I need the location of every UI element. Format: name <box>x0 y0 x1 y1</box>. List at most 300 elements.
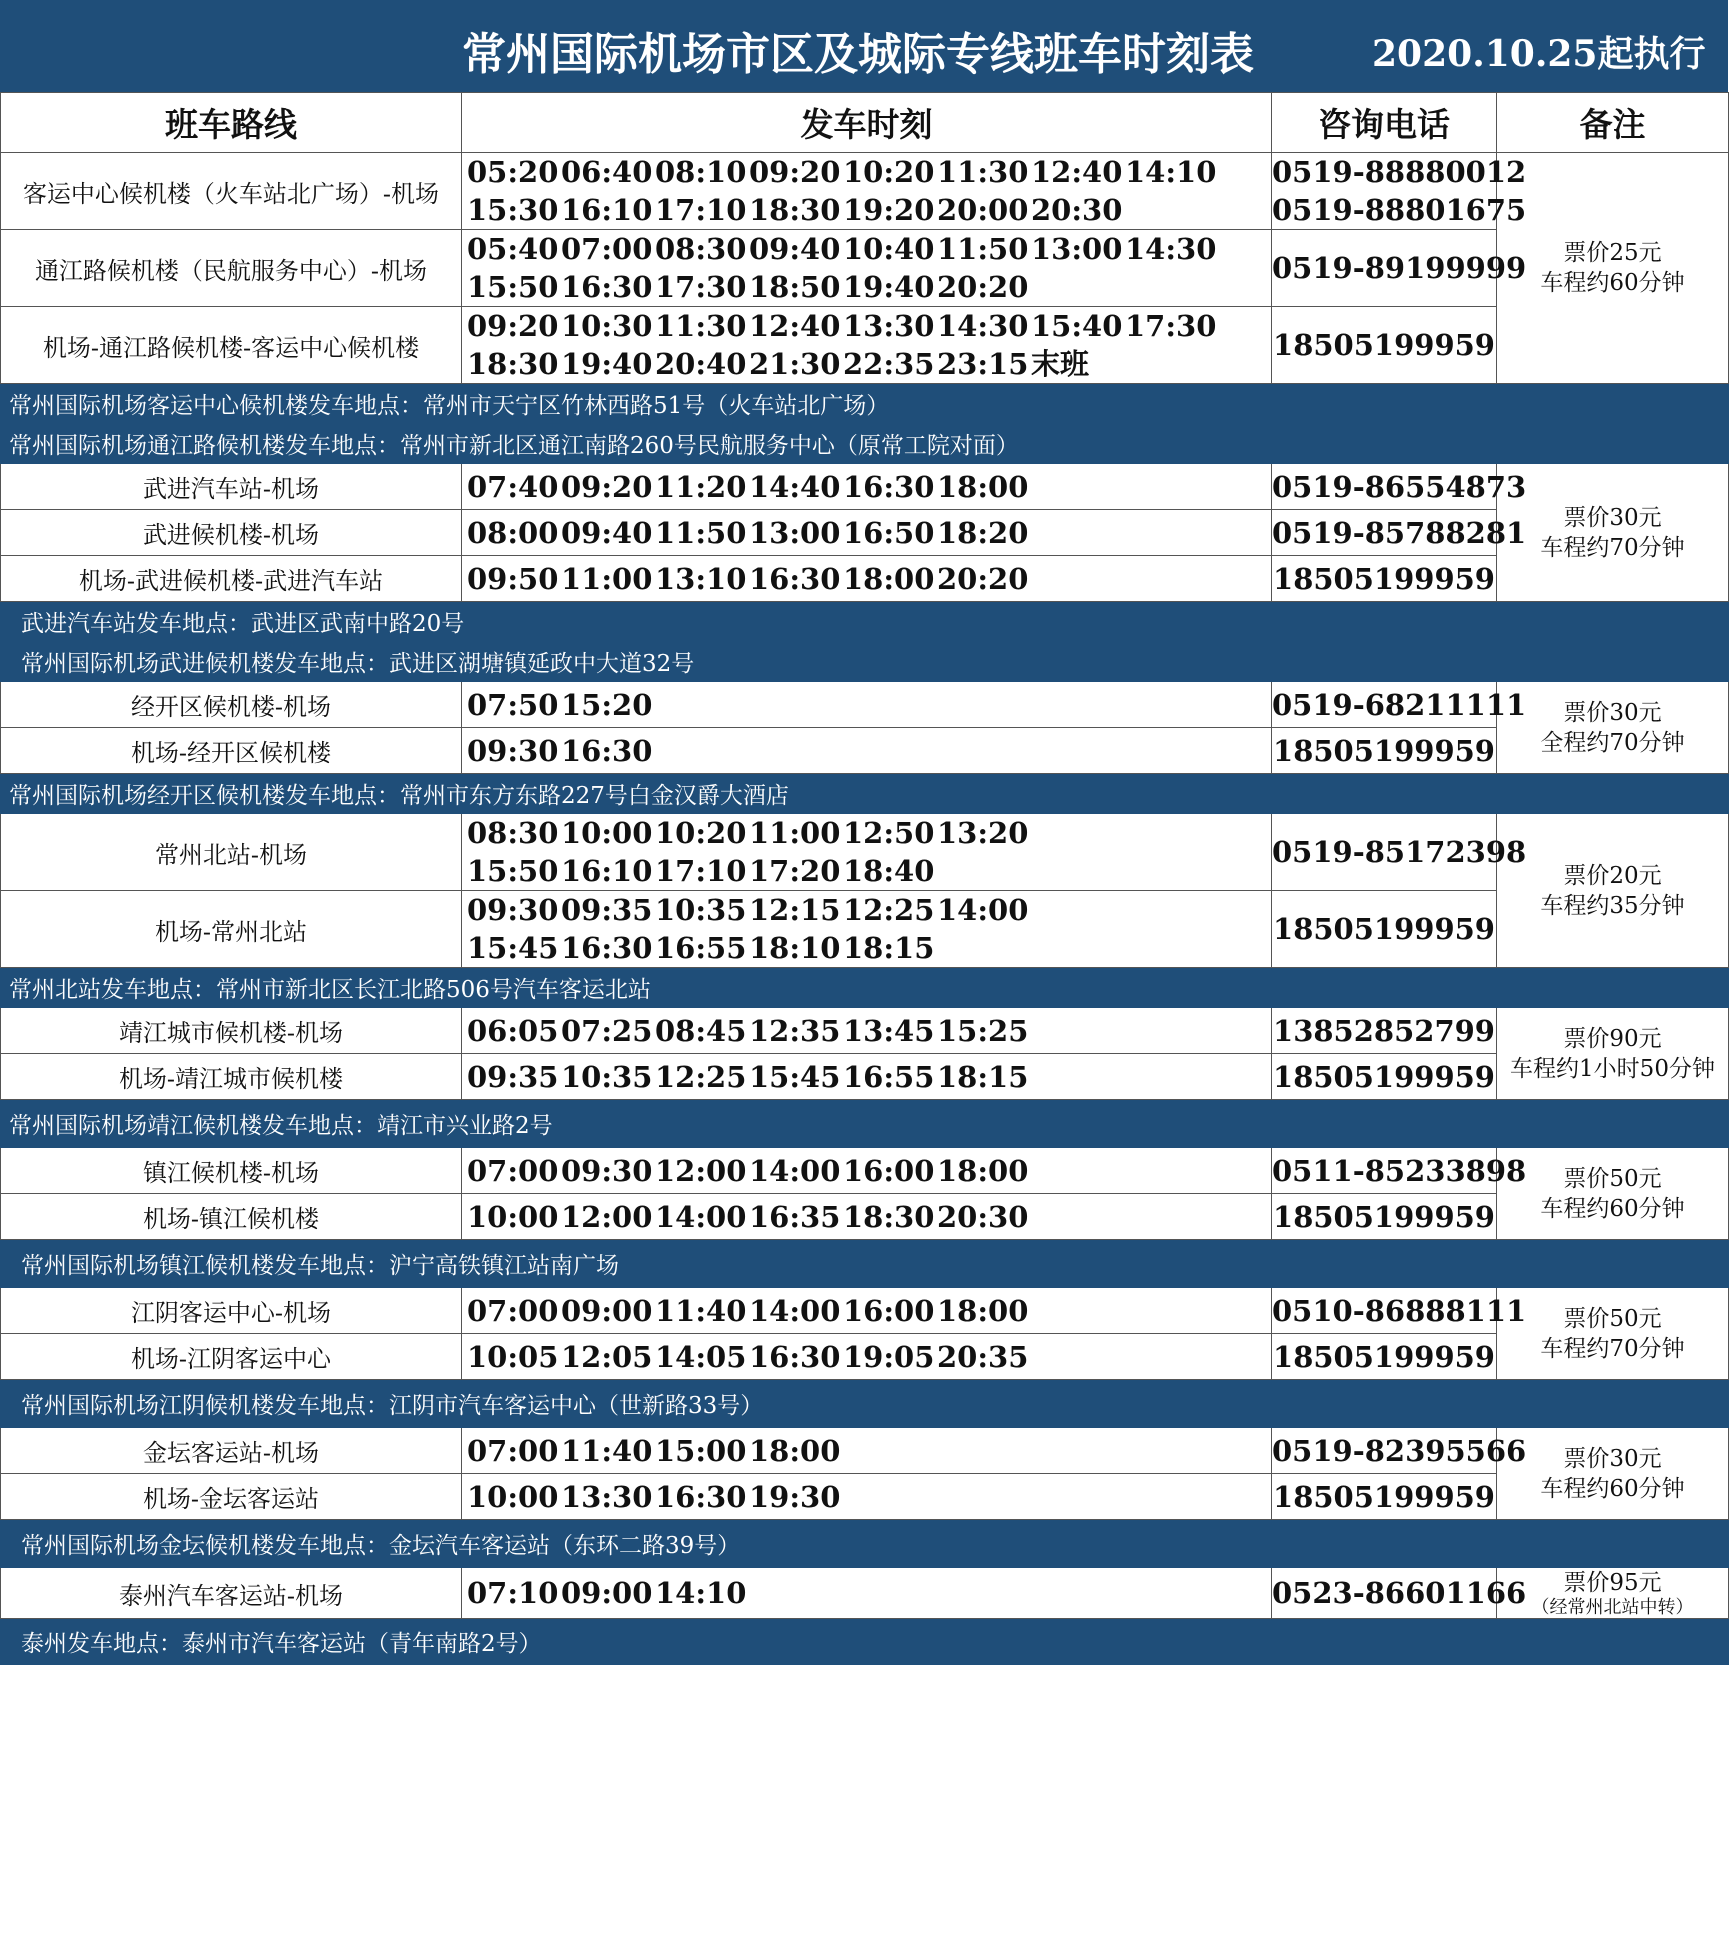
departure-time: 10:35 <box>655 893 747 927</box>
phone-line: 0523-86601166 <box>1272 1576 1527 1610</box>
time-line <box>467 345 1271 383</box>
departure-times <box>462 510 1272 556</box>
departure-time: 09:20 <box>749 155 841 189</box>
phone-number <box>1272 153 1527 230</box>
location-band-row <box>1 384 1729 424</box>
phone-line: 0519-88801675 <box>1272 193 1527 227</box>
note-line: 票价50元 <box>1563 1305 1662 1332</box>
route-row <box>1 464 1729 510</box>
departure-times <box>462 1008 1272 1054</box>
phone-line: 0519-68211111 <box>1272 687 1527 722</box>
departure-time: 12:15 <box>749 893 841 927</box>
departure-time: 14:00 <box>749 1293 841 1328</box>
departure-times <box>462 1334 1272 1380</box>
departure-time: 16:30 <box>749 1339 841 1374</box>
time-line <box>467 468 1271 506</box>
fare-note <box>1497 1288 1729 1380</box>
departure-times <box>462 307 1272 384</box>
departure-time: 15:00 <box>655 1433 747 1468</box>
phone-line: 0519-89199999 <box>1272 251 1527 285</box>
departure-time: 11:40 <box>561 1433 653 1468</box>
header-route: 班车路线 <box>1 93 462 153</box>
route-row <box>1 1054 1729 1100</box>
departure-times <box>462 556 1272 602</box>
departure-time: 09:40 <box>749 232 841 266</box>
phone-line: 0519-85172398 <box>1272 835 1527 869</box>
route-row <box>1 1194 1729 1240</box>
phone-line: 0519-85788281 <box>1272 515 1527 550</box>
departure-time: 11:00 <box>561 561 653 596</box>
time-line <box>467 814 1271 852</box>
phone-number <box>1272 1428 1527 1474</box>
departure-time: 13:00 <box>749 515 841 550</box>
note-line: 票价30元 <box>1563 699 1662 726</box>
note-line: 车程约60分钟 <box>1540 1475 1685 1502</box>
note-line: 票价25元 <box>1563 240 1662 266</box>
phone-line: 18505199959 <box>1273 912 1495 946</box>
phone-number <box>1272 891 1497 968</box>
departure-times <box>462 891 1272 968</box>
time-line <box>467 1338 1271 1376</box>
route-name: 江阴客运中心-机场 <box>1 1288 462 1334</box>
fare-note <box>1497 1428 1729 1520</box>
departure-location: 常州国际机场通江路候机楼发车地点：常州市新北区通江南路260号民航服务中心（原常工院对面） <box>1 424 1729 464</box>
departure-time: 20:40 <box>655 347 747 381</box>
departure-time: 12:25 <box>843 893 935 927</box>
departure-time: 08:00 <box>467 515 559 550</box>
time-line <box>467 852 1271 890</box>
departure-time: 09:00 <box>561 1576 653 1610</box>
fare-note <box>1497 1568 1729 1619</box>
departure-time: 10:35 <box>561 1059 653 1094</box>
departure-time: 18:00 <box>749 1433 841 1468</box>
route-row <box>1 891 1729 968</box>
route-name: 经开区候机楼-机场 <box>1 682 462 728</box>
departure-time: 16:30 <box>561 931 653 965</box>
departure-time: 06:05 <box>467 1013 559 1048</box>
departure-times <box>462 1054 1272 1100</box>
departure-time: 09:00 <box>561 1293 653 1328</box>
departure-time: 16:55 <box>655 931 747 965</box>
header-note: 备注 <box>1497 93 1729 153</box>
departure-times <box>462 1568 1272 1619</box>
location-band-row <box>1 1240 1729 1288</box>
route-name: 泰州汽车客运站-机场 <box>1 1568 462 1619</box>
phone-number <box>1272 682 1527 728</box>
departure-time: 16:30 <box>843 469 935 504</box>
departure-times <box>462 464 1272 510</box>
departure-time: 20:20 <box>937 270 1029 304</box>
departure-time: 07:25 <box>561 1013 653 1048</box>
time-line <box>467 153 1271 191</box>
time-line <box>467 1198 1271 1236</box>
route-row <box>1 682 1729 728</box>
phone-line: 18505199959 <box>1273 561 1495 596</box>
departure-time: 07:00 <box>467 1433 559 1468</box>
note-line: 车程约60分钟 <box>1540 1195 1685 1222</box>
departure-time: 15:50 <box>467 854 559 888</box>
route-row <box>1 230 1729 307</box>
time-line <box>467 514 1271 552</box>
departure-time: 12:25 <box>655 1059 747 1094</box>
fare-note <box>1497 1148 1729 1240</box>
departure-time: 09:40 <box>561 515 653 550</box>
departure-time: 05:40 <box>467 232 559 266</box>
departure-time: 19:40 <box>843 270 935 304</box>
departure-time: 18:30 <box>467 347 559 381</box>
effective-date: 2020.10.25起执行 <box>1372 33 1706 75</box>
departure-time: 11:50 <box>937 232 1029 266</box>
departure-time: 14:40 <box>749 469 841 504</box>
departure-time: 07:00 <box>467 1293 559 1328</box>
departure-time: 16:10 <box>561 193 653 227</box>
route-row <box>1 1568 1729 1619</box>
departure-times <box>462 1428 1272 1474</box>
departure-time: 16:35 <box>749 1199 841 1234</box>
departure-time: 15:20 <box>561 687 653 722</box>
departure-time: 20:30 <box>1031 193 1123 227</box>
departure-time: 16:30 <box>561 270 653 304</box>
departure-time: 16:00 <box>843 1153 935 1188</box>
departure-time: 18:40 <box>843 854 935 888</box>
departure-time: 13:00 <box>1031 232 1123 266</box>
route-row <box>1 1474 1729 1520</box>
departure-time: 10:40 <box>843 232 935 266</box>
departure-time: 07:50 <box>467 687 559 722</box>
route-name: 机场-金坛客运站 <box>1 1474 462 1520</box>
route-name: 机场-靖江城市候机楼 <box>1 1054 462 1100</box>
departure-time: 11:50 <box>655 515 747 550</box>
departure-time: 18:20 <box>937 515 1029 550</box>
time-line <box>467 1574 1271 1612</box>
departure-times <box>462 814 1272 891</box>
phone-number <box>1272 1194 1497 1240</box>
location-band-row <box>1 1619 1729 1665</box>
departure-time: 19:05 <box>843 1339 935 1374</box>
time-line <box>467 560 1271 598</box>
departure-time: 13:45 <box>843 1013 935 1048</box>
departure-time: 末班 <box>1031 347 1090 381</box>
route-row <box>1 510 1729 556</box>
phone-number <box>1272 1568 1527 1619</box>
route-row <box>1 556 1729 602</box>
departure-times <box>462 1288 1272 1334</box>
departure-time: 10:05 <box>467 1339 559 1374</box>
departure-location: 常州国际机场经开区候机楼发车地点：常州市东方东路227号白金汉爵大酒店 <box>1 774 1729 814</box>
departure-time: 14:00 <box>655 1199 747 1234</box>
phone-number <box>1272 728 1497 774</box>
time-line <box>467 268 1271 306</box>
route-name: 武进汽车站-机场 <box>1 464 462 510</box>
departure-time: 09:35 <box>561 893 653 927</box>
departure-time: 18:00 <box>937 1153 1029 1188</box>
route-name: 机场-通江路候机楼-客运中心候机楼 <box>1 307 462 384</box>
header-times: 发车时刻 <box>462 93 1272 153</box>
departure-time: 11:40 <box>655 1293 747 1328</box>
departure-time: 15:30 <box>467 193 559 227</box>
departure-time: 17:30 <box>655 270 747 304</box>
route-row <box>1 1288 1729 1334</box>
departure-time: 16:50 <box>843 515 935 550</box>
departure-location: 常州国际机场金坛候机楼发车地点：金坛汽车客运站（东环二路39号） <box>1 1520 1729 1568</box>
note-line: 车程约1小时50分钟 <box>1510 1055 1715 1082</box>
phone-line: 0519-88880012 <box>1272 155 1527 189</box>
departure-time: 18:00 <box>843 561 935 596</box>
note-line: 车程约70分钟 <box>1540 1335 1685 1362</box>
route-name: 金坛客运站-机场 <box>1 1428 462 1474</box>
departure-time: 19:40 <box>561 347 653 381</box>
departure-time: 18:10 <box>749 931 841 965</box>
departure-time: 17:20 <box>749 854 841 888</box>
departure-time: 05:20 <box>467 155 559 189</box>
header-phone: 咨询电话 <box>1272 93 1497 153</box>
departure-time: 17:10 <box>655 193 747 227</box>
departure-times <box>462 1194 1272 1240</box>
departure-time: 09:20 <box>561 469 653 504</box>
departure-time: 09:30 <box>561 1153 653 1188</box>
route-name: 镇江候机楼-机场 <box>1 1148 462 1194</box>
phone-number <box>1272 1148 1527 1194</box>
departure-time: 10:00 <box>561 816 653 850</box>
route-name: 客运中心候机楼（火车站北广场）-机场 <box>1 153 462 230</box>
departure-time: 15:50 <box>467 270 559 304</box>
departure-time: 09:35 <box>467 1059 559 1094</box>
departure-time: 10:20 <box>843 155 935 189</box>
fare-note <box>1497 1008 1729 1100</box>
time-line <box>467 1058 1271 1096</box>
departure-time: 14:00 <box>937 893 1029 927</box>
departure-times <box>462 1148 1272 1194</box>
time-line <box>467 732 1271 770</box>
departure-time: 09:20 <box>467 309 559 343</box>
route-name: 机场-常州北站 <box>1 891 462 968</box>
departure-time: 12:40 <box>1031 155 1123 189</box>
phone-line: 18505199959 <box>1273 1339 1495 1374</box>
departure-time: 16:30 <box>655 1479 747 1514</box>
fare-note <box>1497 682 1729 774</box>
departure-time: 10:30 <box>561 309 653 343</box>
departure-time: 11:20 <box>655 469 747 504</box>
phone-line: 18505199959 <box>1273 1479 1495 1514</box>
departure-time: 16:00 <box>843 1293 935 1328</box>
departure-time: 16:30 <box>749 561 841 596</box>
phone-line: 0519-86554873 <box>1272 469 1527 504</box>
route-name: 常州北站-机场 <box>1 814 462 891</box>
departure-location: 常州国际机场镇江候机楼发车地点：沪宁高铁镇江站南广场 <box>1 1240 1729 1288</box>
phone-number <box>1272 1288 1527 1334</box>
departure-time: 13:30 <box>561 1479 653 1514</box>
departure-location: 武进汽车站发车地点：武进区武南中路20号 <box>1 602 1729 642</box>
route-row <box>1 153 1729 230</box>
header-row <box>1 93 1729 153</box>
departure-time: 07:00 <box>561 232 653 266</box>
departure-location: 常州国际机场江阴候机楼发车地点：江阴市汽车客运中心（世新路33号） <box>1 1380 1729 1428</box>
departure-time: 15:25 <box>937 1013 1029 1048</box>
time-line <box>467 686 1271 724</box>
departure-time: 19:20 <box>843 193 935 227</box>
time-line <box>467 929 1271 967</box>
departure-time: 13:20 <box>937 816 1029 850</box>
departure-time: 21:30 <box>749 347 841 381</box>
departure-time: 12:50 <box>843 816 935 850</box>
time-line <box>467 307 1271 345</box>
departure-time: 16:30 <box>561 733 653 768</box>
departure-time: 14:10 <box>655 1576 747 1610</box>
departure-time: 12:05 <box>561 1339 653 1374</box>
departure-time: 16:10 <box>561 854 653 888</box>
departure-time: 17:10 <box>655 854 747 888</box>
route-name: 机场-经开区候机楼 <box>1 728 462 774</box>
phone-line: 0510-86888111 <box>1272 1293 1527 1328</box>
departure-time: 12:00 <box>655 1153 747 1188</box>
route-name: 机场-江阴客运中心 <box>1 1334 462 1380</box>
departure-time: 14:00 <box>749 1153 841 1188</box>
note-line: 票价20元 <box>1563 862 1662 889</box>
departure-times <box>462 230 1272 307</box>
location-band-row <box>1 602 1729 642</box>
departure-location: 常州北站发车地点：常州市新北区长江北路506号汽车客运北站 <box>1 968 1729 1008</box>
location-band-row <box>1 1100 1729 1148</box>
departure-time: 18:15 <box>843 931 935 965</box>
page-title: 常州国际机场市区及城际专线班车时刻表 <box>462 29 1254 80</box>
departure-time: 09:50 <box>467 561 559 596</box>
departure-times <box>462 1474 1272 1520</box>
departure-time: 15:45 <box>749 1059 841 1094</box>
departure-time: 14:10 <box>1125 155 1217 189</box>
fare-note <box>1497 464 1729 602</box>
note-line: 票价30元 <box>1563 1445 1662 1472</box>
departure-time: 11:00 <box>749 816 841 850</box>
departure-time: 09:30 <box>467 893 559 927</box>
route-name: 机场-武进候机楼-武进汽车站 <box>1 556 462 602</box>
phone-line: 13852852799 <box>1273 1013 1495 1048</box>
departure-time: 08:45 <box>655 1013 747 1048</box>
departure-time: 22:35 <box>843 347 935 381</box>
phone-number <box>1272 556 1497 602</box>
time-line <box>467 891 1271 929</box>
phone-line: 18505199959 <box>1273 1059 1495 1094</box>
route-row <box>1 814 1729 891</box>
time-line <box>467 1432 1271 1470</box>
phone-number <box>1272 510 1527 556</box>
departure-time: 18:30 <box>749 193 841 227</box>
location-band-row <box>1 642 1729 682</box>
departure-time: 10:20 <box>655 816 747 850</box>
phone-line: 18505199959 <box>1273 733 1495 768</box>
departure-times <box>462 153 1272 230</box>
departure-time: 12:35 <box>749 1013 841 1048</box>
route-name: 靖江城市候机楼-机场 <box>1 1008 462 1054</box>
route-row <box>1 1008 1729 1054</box>
departure-location: 泰州发车地点：泰州市汽车客运站（青年南路2号） <box>1 1619 1729 1665</box>
phone-line: 18505199959 <box>1273 1199 1495 1234</box>
departure-location: 常州国际机场武进候机楼发车地点：武进区湖塘镇延政中大道32号 <box>1 642 1729 682</box>
phone-number <box>1272 1474 1497 1520</box>
departure-time: 08:10 <box>655 155 747 189</box>
departure-time: 13:10 <box>655 561 747 596</box>
location-band-row <box>1 968 1729 1008</box>
time-line <box>467 230 1271 268</box>
departure-time: 07:10 <box>467 1576 559 1610</box>
departure-location: 常州国际机场客运中心候机楼发车地点：常州市天宁区竹林西路51号（火车站北广场） <box>1 384 1729 424</box>
departure-time: 17:30 <box>1125 309 1217 343</box>
time-line <box>467 1012 1271 1050</box>
departure-time: 16:55 <box>843 1059 935 1094</box>
departure-time: 09:30 <box>467 733 559 768</box>
phone-line: 0519-82395566 <box>1272 1433 1527 1468</box>
departure-time: 07:40 <box>467 469 559 504</box>
phone-number <box>1272 464 1527 510</box>
departure-time: 18:50 <box>749 270 841 304</box>
note-line: 票价50元 <box>1563 1165 1662 1192</box>
departure-time: 12:00 <box>561 1199 653 1234</box>
phone-number <box>1272 814 1527 891</box>
phone-line: 0511-85233898 <box>1272 1153 1527 1188</box>
route-row <box>1 1334 1729 1380</box>
location-band-row <box>1 1520 1729 1568</box>
departure-time: 20:30 <box>937 1199 1029 1234</box>
departure-time: 12:40 <box>749 309 841 343</box>
time-line <box>467 1292 1271 1330</box>
phone-number <box>1272 1054 1497 1100</box>
timetable-body <box>1 153 1729 1665</box>
departure-time: 19:30 <box>749 1479 841 1514</box>
departure-time: 15:45 <box>467 931 559 965</box>
note-line: 车程约70分钟 <box>1540 534 1685 561</box>
location-band-row <box>1 1380 1729 1428</box>
route-row <box>1 1428 1729 1474</box>
time-line <box>467 1478 1271 1516</box>
route-name: 武进候机楼-机场 <box>1 510 462 556</box>
departure-time: 23:15 <box>937 347 1029 381</box>
note-line: 车程约60分钟 <box>1540 270 1685 296</box>
location-band-row <box>1 424 1729 464</box>
departure-time: 20:35 <box>937 1339 1029 1374</box>
time-line <box>467 1152 1271 1190</box>
departure-time: 18:00 <box>937 469 1029 504</box>
departure-time: 20:00 <box>937 193 1029 227</box>
note-line: （经常州北站中转） <box>1531 1597 1694 1618</box>
departure-time: 18:30 <box>843 1199 935 1234</box>
fare-note <box>1497 814 1729 968</box>
departure-times <box>462 682 1272 728</box>
departure-time: 08:30 <box>467 816 559 850</box>
departure-time: 14:05 <box>655 1339 747 1374</box>
timetable <box>0 92 1729 1665</box>
departure-time: 13:30 <box>843 309 935 343</box>
note-line: 票价90元 <box>1563 1025 1662 1052</box>
departure-time: 10:00 <box>467 1479 559 1514</box>
departure-time: 18:15 <box>937 1059 1029 1094</box>
route-row <box>1 307 1729 384</box>
time-line <box>467 191 1271 229</box>
phone-number <box>1272 307 1497 384</box>
departure-time: 11:30 <box>937 155 1029 189</box>
departure-location: 常州国际机场靖江候机楼发车地点：靖江市兴业路2号 <box>1 1100 1729 1148</box>
departure-time: 06:40 <box>561 155 653 189</box>
phone-line: 18505199959 <box>1273 328 1495 362</box>
phone-number <box>1272 1008 1497 1054</box>
departure-time: 14:30 <box>937 309 1029 343</box>
note-line: 票价30元 <box>1563 504 1662 531</box>
departure-time: 18:00 <box>937 1293 1029 1328</box>
departure-time: 10:00 <box>467 1199 559 1234</box>
departure-times <box>462 728 1272 774</box>
route-row <box>1 1148 1729 1194</box>
note-line: 票价95元 <box>1563 1570 1662 1596</box>
route-row <box>1 728 1729 774</box>
route-name: 机场-镇江候机楼 <box>1 1194 462 1240</box>
